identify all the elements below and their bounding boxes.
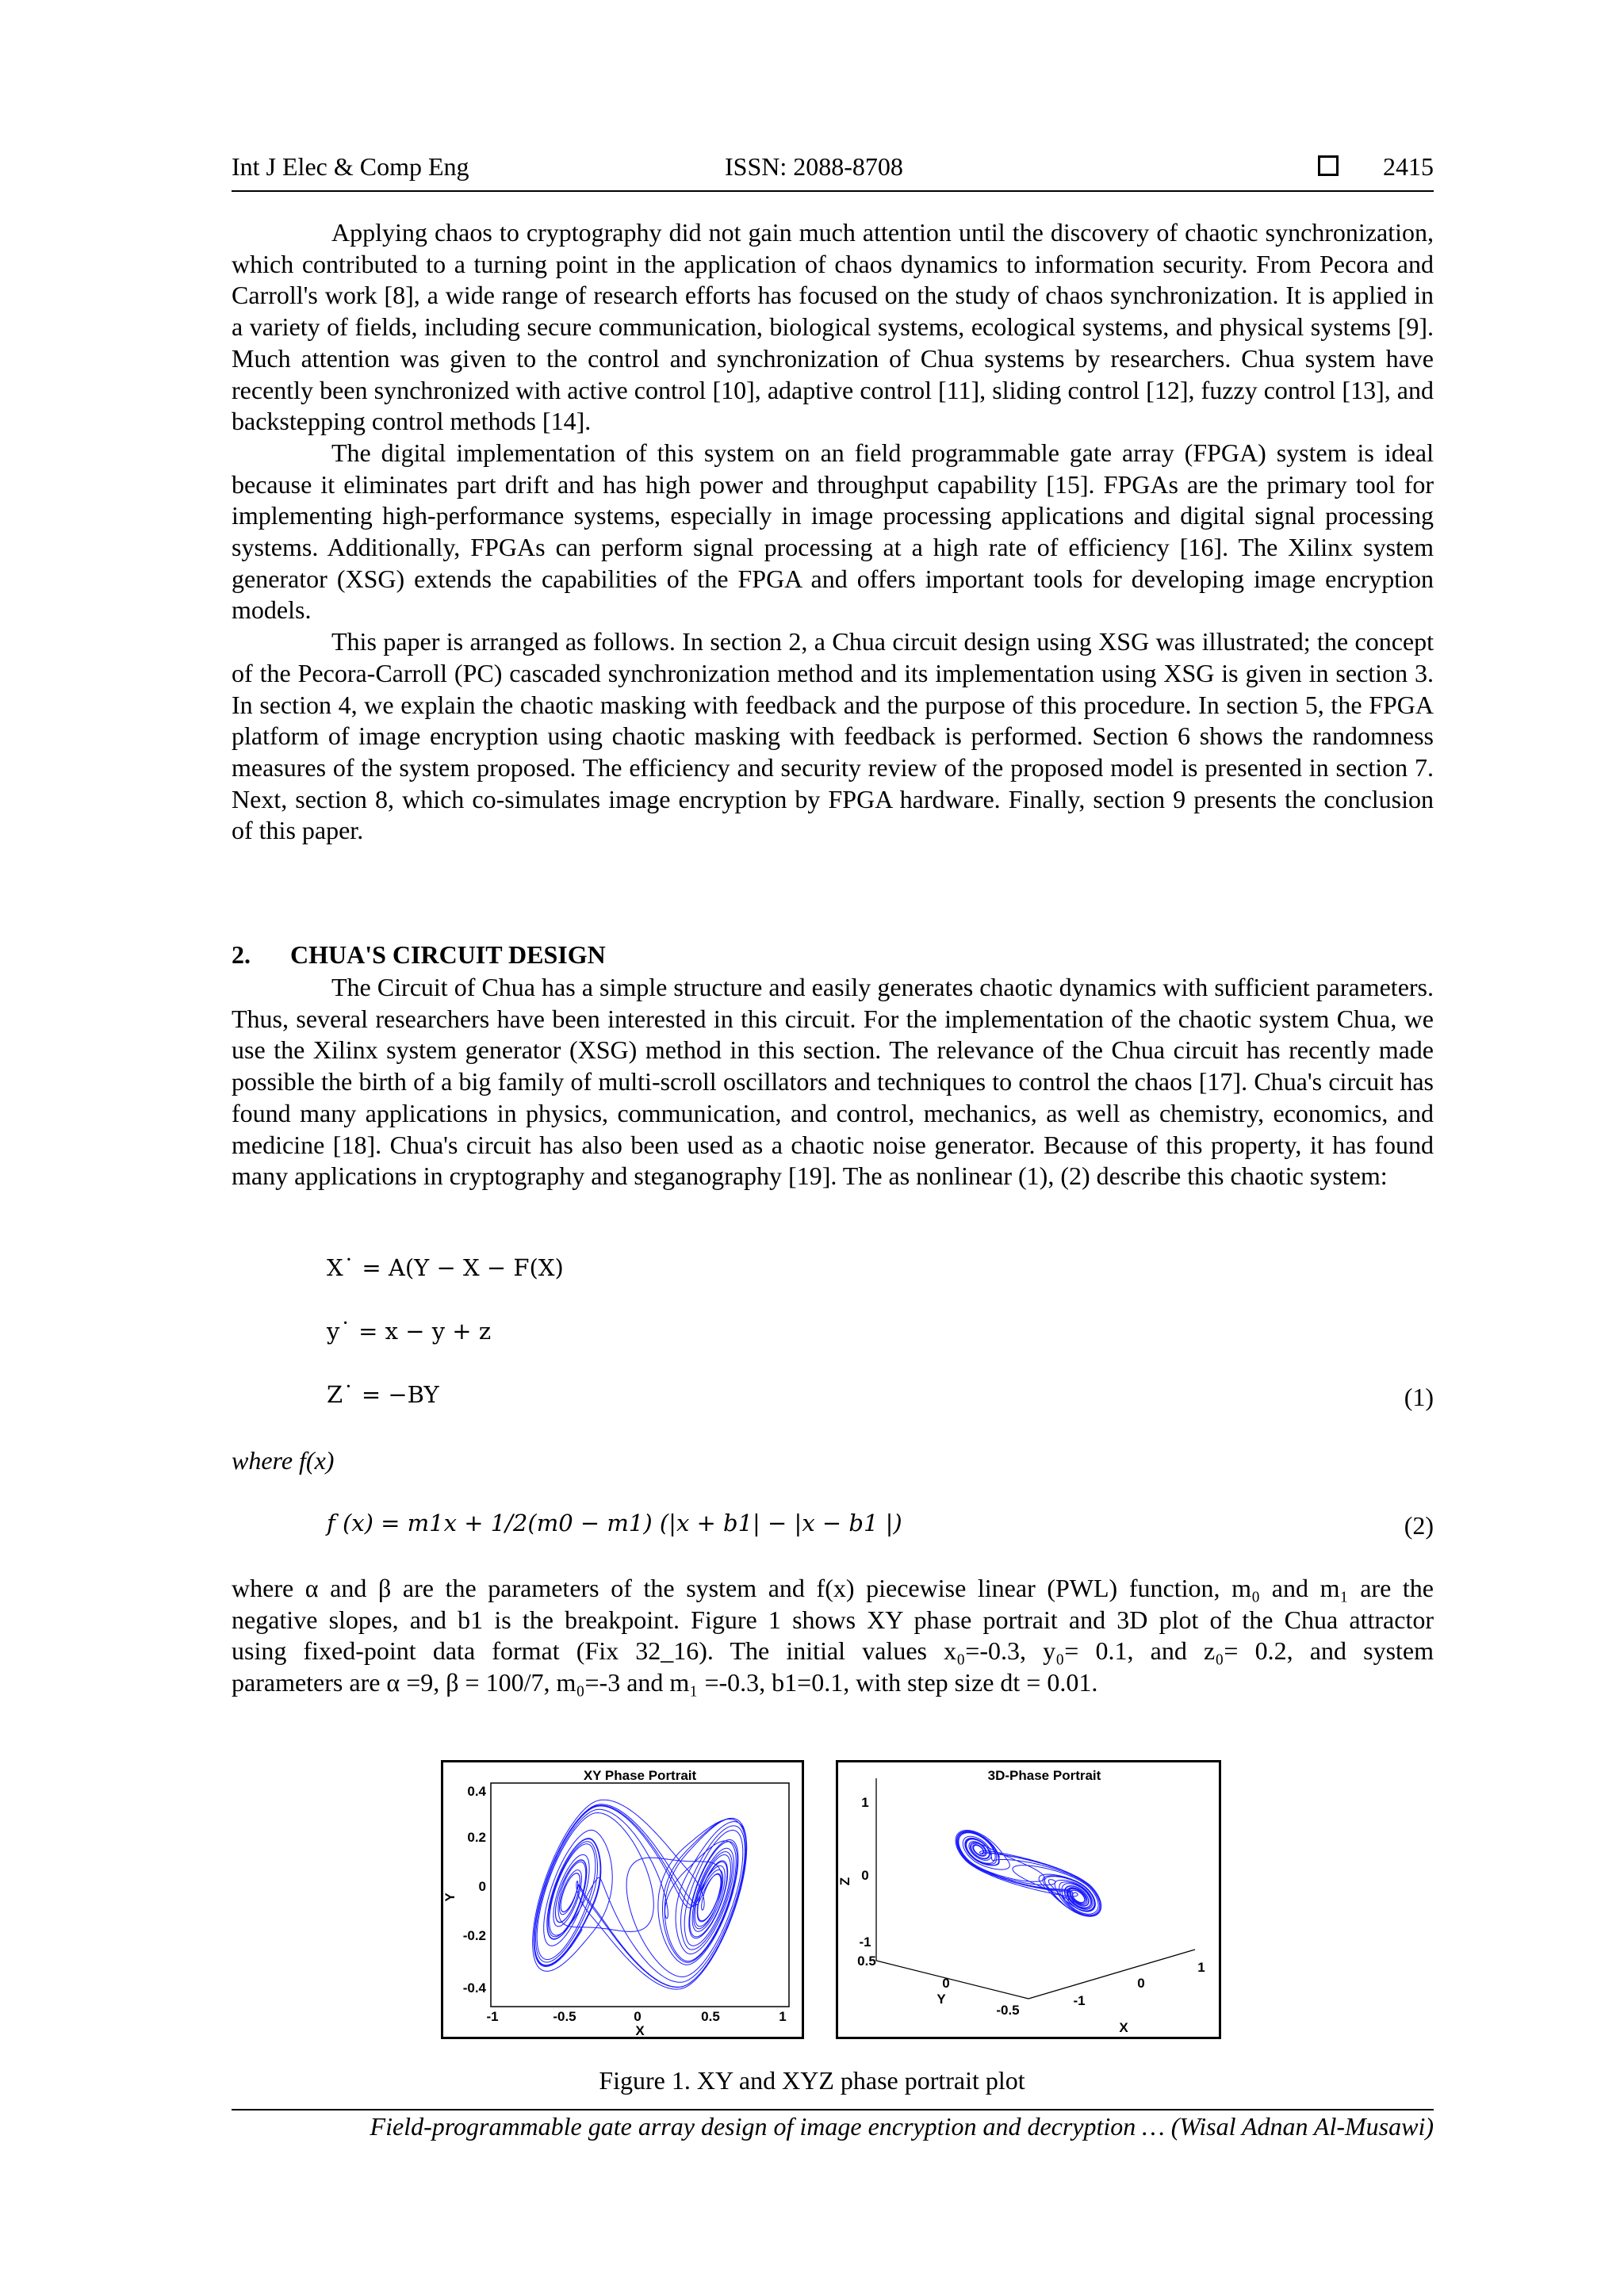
intro-text <box>232 217 1434 847</box>
y-tick-label: -0.4 <box>462 1980 486 1996</box>
header-rule <box>232 190 1434 192</box>
issn: ISSN: 2088-8708 <box>725 152 903 181</box>
z-tick-label: 0 <box>861 1868 869 1883</box>
x-tick-label: 0 <box>1137 1976 1145 1991</box>
section2-text <box>232 972 1434 1192</box>
chart-title: 3D-Phase Portrait <box>987 1768 1101 1783</box>
x-axis-label: X <box>635 2023 645 2037</box>
y-tick-label: -0.2 <box>462 1928 486 1943</box>
z-axis-label: Z <box>838 1877 852 1886</box>
x-axis <box>1028 1950 1195 1999</box>
y-tick-label: 0 <box>942 1976 950 1991</box>
chart-title: XY Phase Portrait <box>583 1768 697 1783</box>
running-header <box>232 152 1434 192</box>
footer-rule <box>232 2109 1434 2110</box>
section-number: 2. <box>232 940 251 969</box>
z-tick-label: 1 <box>861 1795 869 1810</box>
y-tick-label: 0.2 <box>467 1830 486 1845</box>
parameters-text <box>232 1573 1434 1699</box>
parameters-line-1: where α and β are the parameters of the system and f(x) piecewise linear (PWL) function, m₀ and m₁ are the <box>232 1574 1434 1602</box>
equation-1-line-3: Z˙ = −BY <box>327 1381 439 1408</box>
plot-frame <box>491 1783 789 2007</box>
equation-1-line-1: X˙ = A(Y − X − F(X) <box>327 1254 564 1281</box>
attractor-curve <box>533 1800 747 1989</box>
journal-name: Int J Elec & Comp Eng <box>232 152 469 181</box>
where-fx: where f(x) <box>232 1446 335 1475</box>
section2-paragraph: The Circuit of Chua has a simple structure and easily generates chaotic dynamics with sufficient parameters. Thus, several researchers have been interested in this circuit. For the implementation of the chaotic system Chua, we use the Xilinx system generator (XSG) method in this section. The relevance of the Chua circuit has recently made possible the birth of a big family of multi-scroll oscillators and techniques to control the chaos [17]. Chua's circuit has found many applications in physics, communication, and control, mechanics, as well as chemistry, economics, and medicine [18]. Chua's circuit has also been used as a chaotic noise generator. Because of this property, it has found many applications in cryptography and steganography [19]. The as nonlinear (1), (2) describe this chaotic system: <box>232 973 1434 1191</box>
x-tick-labels <box>486 2009 786 2024</box>
intro-paragraph-3: This paper is arranged as follows. In section 2, a Chua circuit design using XSG was illustrated; the concept of the Pecora-Carroll (PC) cascaded synchronization method and its implementation using XSG is given in section 3. In section 4, we explain the chaotic masking with feedback and the purpose of this procedure. In section 5, the FPGA platform of image encryption using chaotic masking with feedback is performed. Section 6 shows the randomness measures of the system proposed. The efficiency and security review of the proposed model is presented in section 7. Next, section 8, which co-simulates image encryption by FPGA hardware. Finally, section 9 presents the conclusion of this paper. <box>232 627 1434 845</box>
equation-1-line-2: y˙ = x − y + z <box>327 1318 492 1345</box>
parameters-line-3: using fixed-point data format (Fix 32_16). The initial values x₀=-0.3, y₀= 0.1, and z₀= 0.2, and system <box>232 1636 1434 1666</box>
xy-phase-portrait-chart <box>443 1762 802 2037</box>
figure-caption: Figure 1. XY and XYZ phase portrait plot <box>599 2066 1025 2095</box>
y-axis <box>876 1961 1028 1999</box>
y-axis-label: Y <box>936 1992 946 2007</box>
attractor-curve-3d <box>956 1831 1101 1917</box>
intro-paragraph-1: Applying chaos to cryptography did not gain much attention until the discovery of chaotic synchronization, which contributed to a turning point in the application of chaos dynamics to information security. From Pecora and Carroll's work [8], a wide range of research efforts has focused on the study of chaos synchronization. It is applied in a variety of fields, including secure communication, biological systems, ecological systems, and physical systems [9]. Much attention was given to the control and synchronization of Chua systems by researchers. Chua system have recently been synchronized with active control [10], adaptive control [11], sliding control [12], fuzzy control [13], and backstepping control methods [14]. <box>232 218 1434 436</box>
z-tick-label: -1 <box>859 1934 871 1950</box>
parameters-line-4: parameters are α =9, β = 100/7, m₀=-3 and m₁ =-0.3, b1=0.1, with step size dt = 0.01. <box>232 1668 1098 1697</box>
x-tick-label: -1 <box>1073 1993 1086 2008</box>
running-footer: Field-programmable gate array design of image encryption and decryption … (Wisal Adnan Al-Musawi) <box>370 2112 1434 2141</box>
intro-paragraph-2: The digital implementation of this system on an field programmable gate array (FPGA) system is ideal because it eliminates part drift and has high power and throughput capability [15]. FPGAs are the primary tool for implementing high-performance systems, especially in image processing applications and digital signal processing systems. Additionally, FPGAs can perform signal processing at a high rate of efficiency [16]. The Xilinx system generator (XSG) extends the capabilities of the FPGA and offers important tools for developing image encryption models. <box>232 438 1434 625</box>
equation-2-number: (2) <box>1404 1511 1434 1540</box>
y-tick-label: 0.5 <box>857 1954 876 1969</box>
x-tick-label: 1 <box>779 2009 787 2024</box>
y-tick-label: 0 <box>478 1879 486 1894</box>
x-tick-label: -1 <box>486 2009 499 2024</box>
attractor-trajectory-3d <box>956 1831 1101 1917</box>
equation-2: f (x) = m1x + 1/2(m0 − m1) (|x + b1| − |x − b1 |) <box>327 1510 902 1536</box>
x-axis-label: X <box>1119 2020 1128 2035</box>
equation-1-number: (1) <box>1404 1383 1434 1411</box>
x-tick-label: 0.5 <box>701 2009 720 2024</box>
square-bullet-icon <box>1318 155 1339 176</box>
y-axis-label: Y <box>443 1892 458 1902</box>
x-tick-label: 0 <box>634 2009 642 2024</box>
parameters-line-2: negative slopes, and b1 is the breakpoint. Figure 1 shows XY phase portrait and 3D plot of the Chua attractor <box>232 1605 1434 1634</box>
3d-phase-portrait-panel <box>836 1760 1221 2039</box>
xy-phase-portrait-panel <box>441 1760 804 2039</box>
y-tick-labels <box>463 1784 487 1996</box>
x-tick-label: 1 <box>1197 1960 1205 1975</box>
x-tick-label: -0.5 <box>553 2009 576 2024</box>
attractor-trajectory <box>533 1800 747 1989</box>
section-title: CHUA'S CIRCUIT DESIGN <box>290 940 606 969</box>
y-tick-label: 0.4 <box>467 1784 486 1799</box>
y-tick-label: -0.5 <box>996 2003 1020 2018</box>
page-number: 2415 <box>1383 152 1434 181</box>
3d-phase-portrait-chart <box>838 1762 1219 2037</box>
